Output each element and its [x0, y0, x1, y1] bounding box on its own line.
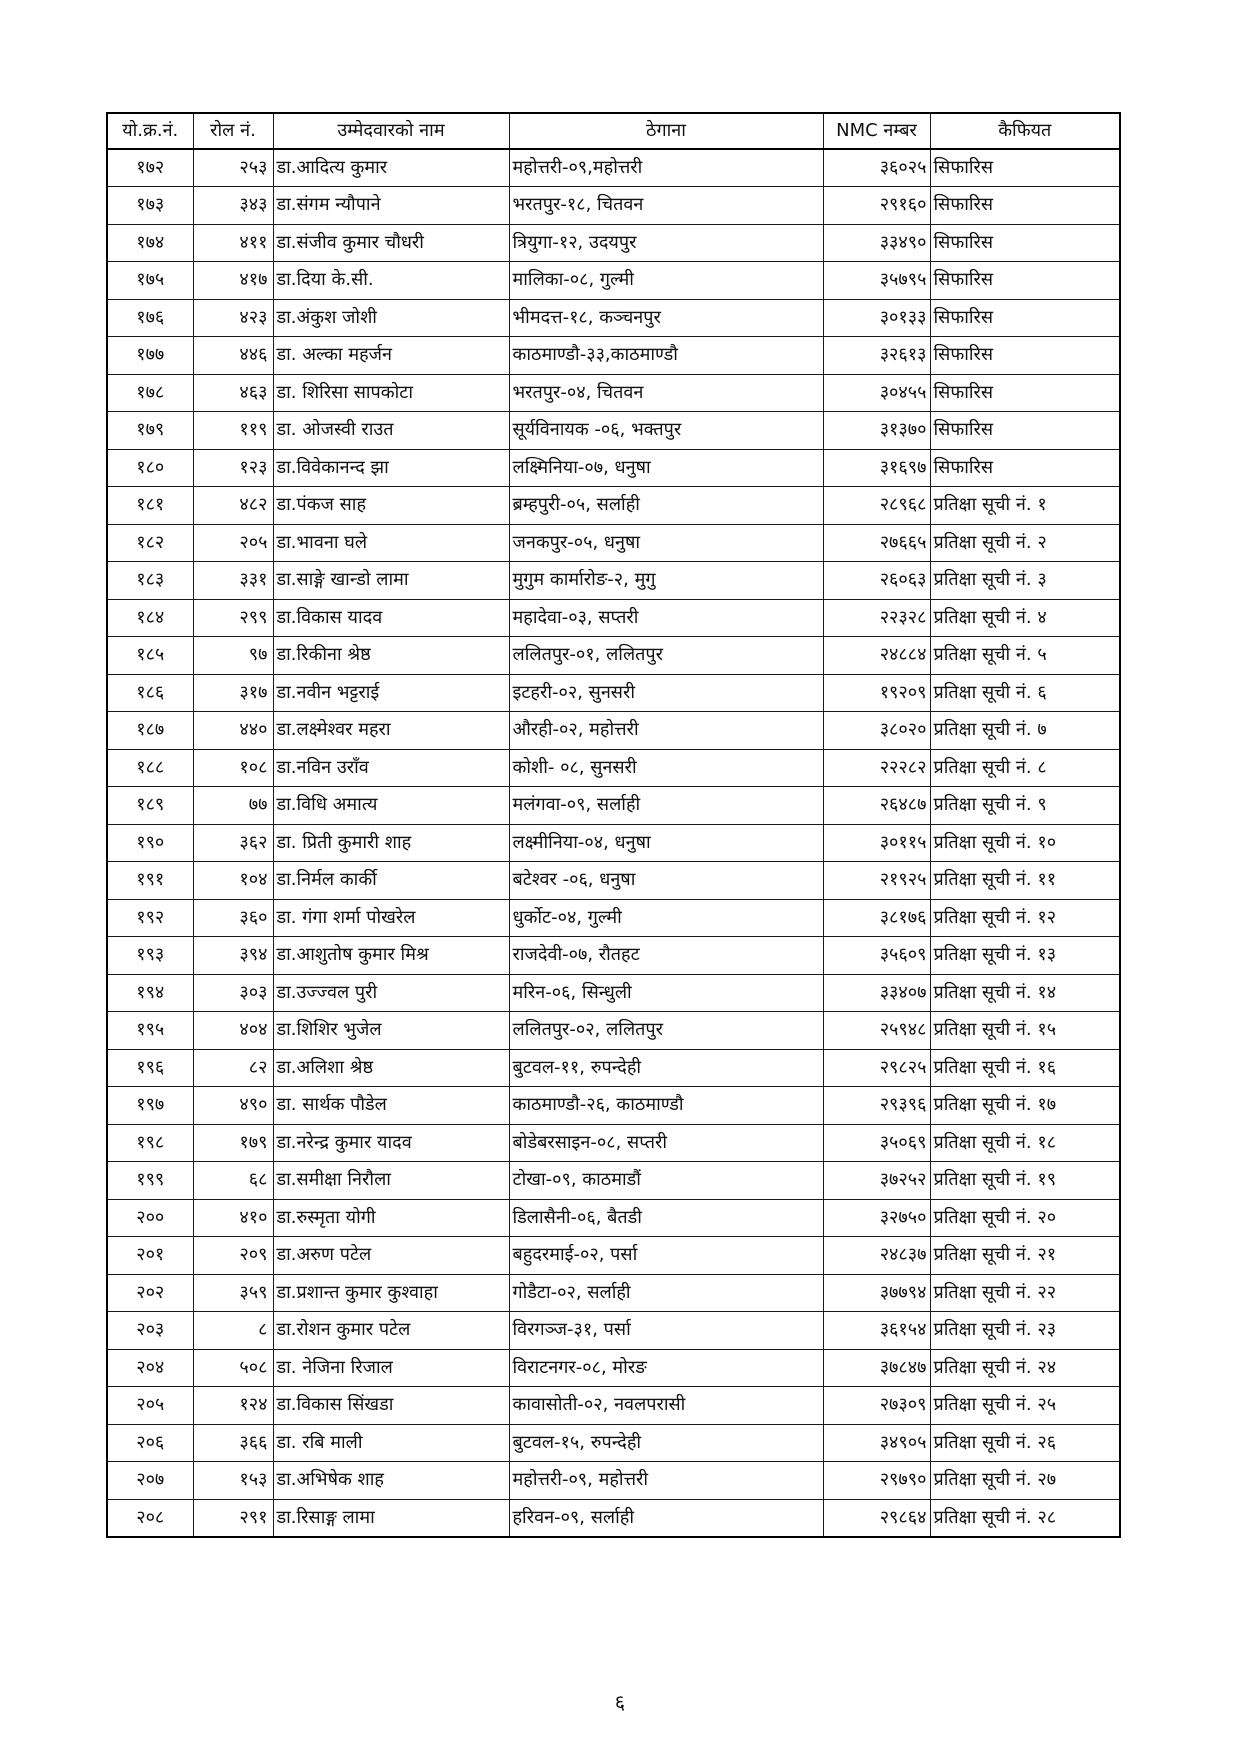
table-row: [107, 1274, 1120, 1312]
address-cell: महादेवा-०३, सप्तरी: [509, 599, 823, 637]
remarks-cell: प्रतिक्षा सूची नं. १६: [930, 1049, 1120, 1087]
serial-number-cell: १८८: [107, 749, 193, 787]
table-header: [107, 113, 1120, 149]
table-row: [107, 187, 1120, 225]
remarks-cell: प्रतिक्षा सूची नं. ९: [930, 787, 1120, 825]
address-cell: मुगुम कार्मारोङ-२, मुगु: [509, 562, 823, 600]
serial-number-cell: २०१: [107, 1237, 193, 1275]
roll-number-cell: ३५९: [193, 1274, 273, 1312]
address-cell: काठमाण्डौ-३३,काठमाण्डौ: [509, 337, 823, 375]
roll-number-cell: ३६२: [193, 824, 273, 862]
address-cell: मलंगवा-०९, सर्लाही: [509, 787, 823, 825]
remarks-cell: सिफारिस: [930, 337, 1120, 375]
header-address: ठेगाना: [509, 113, 823, 149]
nmc-number-cell: ३०४५५: [823, 374, 930, 412]
serial-number-cell: १८३: [107, 562, 193, 600]
address-cell: कोशी- ०८, सुनसरी: [509, 749, 823, 787]
address-cell: डिलासैनी-०६, बैतडी: [509, 1199, 823, 1237]
table-row: [107, 899, 1120, 937]
candidate-name-cell: डा. शिरिसा सापकोटा: [273, 374, 509, 412]
address-cell: महोत्तरी-०९,महोत्तरी: [509, 149, 823, 187]
remarks-cell: प्रतिक्षा सूची नं. २१: [930, 1237, 1120, 1275]
candidate-name-cell: डा.विकास सिंखडा: [273, 1387, 509, 1425]
serial-number-cell: १९७: [107, 1087, 193, 1125]
address-cell: इटहरी-०२, सुनसरी: [509, 674, 823, 712]
candidate-name-cell: डा.उज्ज्वल पुरी: [273, 974, 509, 1012]
nmc-number-cell: १९२०९: [823, 674, 930, 712]
table-row: [107, 937, 1120, 975]
nmc-number-cell: २४८३७: [823, 1237, 930, 1275]
roll-number-cell: ४०४: [193, 1012, 273, 1050]
table-row: [107, 974, 1120, 1012]
table-row: [107, 787, 1120, 825]
table-row: [107, 749, 1120, 787]
candidate-name-cell: डा. सार्थक पौडेल: [273, 1087, 509, 1125]
candidate-list-table: [106, 112, 1121, 1538]
roll-number-cell: १०८: [193, 749, 273, 787]
nmc-number-cell: २५९४८: [823, 1012, 930, 1050]
serial-number-cell: २०८: [107, 1499, 193, 1537]
address-cell: मालिका-०८, गुल्मी: [509, 262, 823, 300]
candidate-name-cell: डा. अल्का महर्जन: [273, 337, 509, 375]
table-row: [107, 1237, 1120, 1275]
candidate-name-cell: डा.अंकुश जोशी: [273, 299, 509, 337]
candidate-name-cell: डा.विकास यादव: [273, 599, 509, 637]
candidate-name-cell: डा.आशुतोष कुमार मिश्र: [273, 937, 509, 975]
nmc-number-cell: ३६१५४: [823, 1312, 930, 1350]
address-cell: ललितपुर-०१, ललितपुर: [509, 637, 823, 675]
remarks-cell: प्रतिक्षा सूची नं. १०: [930, 824, 1120, 862]
remarks-cell: प्रतिक्षा सूची नं. १८: [930, 1124, 1120, 1162]
remarks-cell: प्रतिक्षा सूची नं. ११: [930, 862, 1120, 900]
nmc-number-cell: ३५६०९: [823, 937, 930, 975]
roll-number-cell: २५३: [193, 149, 273, 187]
remarks-cell: सिफारिस: [930, 262, 1120, 300]
candidate-name-cell: डा.पंकज साह: [273, 487, 509, 525]
roll-number-cell: ५०८: [193, 1349, 273, 1387]
table-row: [107, 599, 1120, 637]
candidate-name-cell: डा. रबि माली: [273, 1424, 509, 1462]
candidate-name-cell: डा. नेजिना रिजाल: [273, 1349, 509, 1387]
remarks-cell: सिफारिस: [930, 412, 1120, 450]
remarks-cell: सिफारिस: [930, 187, 1120, 225]
roll-number-cell: ४९०: [193, 1087, 273, 1125]
candidate-name-cell: डा. ओजस्वी राउत: [273, 412, 509, 450]
candidate-name-cell: डा. गंगा शर्मा पोखरेल: [273, 899, 509, 937]
nmc-number-cell: २७३०९: [823, 1387, 930, 1425]
serial-number-cell: २०२: [107, 1274, 193, 1312]
address-cell: बटेश्वर -०६, धनुषा: [509, 862, 823, 900]
candidate-name-cell: डा.साङ्गे खान्डो लामा: [273, 562, 509, 600]
header-candidate-name: उम्मेदवारको नाम: [273, 113, 509, 149]
roll-number-cell: ११९: [193, 412, 273, 450]
table-row: [107, 262, 1120, 300]
nmc-number-cell: २९३९६: [823, 1087, 930, 1125]
address-cell: बुटवल-११, रुपन्देही: [509, 1049, 823, 1087]
serial-number-cell: १८१: [107, 487, 193, 525]
address-cell: कावासोती-०२, नवलपरासी: [509, 1387, 823, 1425]
serial-number-cell: २०५: [107, 1387, 193, 1425]
remarks-cell: प्रतिक्षा सूची नं. २०: [930, 1199, 1120, 1237]
table-row: [107, 149, 1120, 187]
nmc-number-cell: २८९६८: [823, 487, 930, 525]
remarks-cell: प्रतिक्षा सूची नं. १२: [930, 899, 1120, 937]
table-row: [107, 1499, 1120, 1537]
roll-number-cell: ४४०: [193, 712, 273, 750]
remarks-cell: प्रतिक्षा सूची नं. १७: [930, 1087, 1120, 1125]
header-roll-number: रोल नं.: [193, 113, 273, 149]
remarks-cell: सिफारिस: [930, 224, 1120, 262]
remarks-cell: सिफारिस: [930, 149, 1120, 187]
address-cell: बहुदरमाई-०२, पर्सा: [509, 1237, 823, 1275]
nmc-number-cell: २९८२५: [823, 1049, 930, 1087]
address-cell: लक्ष्मिनिया-०७, धनुषा: [509, 449, 823, 487]
nmc-number-cell: ३७७९४: [823, 1274, 930, 1312]
serial-number-cell: २०४: [107, 1349, 193, 1387]
table-row: [107, 487, 1120, 525]
address-cell: भरतपुर-१८, चितवन: [509, 187, 823, 225]
candidate-name-cell: डा.अलिशा श्रेष्ठ: [273, 1049, 509, 1087]
table-row: [107, 1424, 1120, 1462]
candidate-name-cell: डा.विधि अमात्य: [273, 787, 509, 825]
serial-number-cell: १८४: [107, 599, 193, 637]
candidate-name-cell: डा.भावना घले: [273, 524, 509, 562]
roll-number-cell: १२३: [193, 449, 273, 487]
candidate-name-cell: डा.रुस्मृता योगी: [273, 1199, 509, 1237]
roll-number-cell: ४४६: [193, 337, 273, 375]
roll-number-cell: ९७: [193, 637, 273, 675]
nmc-number-cell: ३५०६९: [823, 1124, 930, 1162]
candidate-name-cell: डा.नरेन्द्र कुमार यादव: [273, 1124, 509, 1162]
serial-number-cell: १९८: [107, 1124, 193, 1162]
roll-number-cell: ८: [193, 1312, 273, 1350]
candidate-name-cell: डा.रिकीना श्रेष्ठ: [273, 637, 509, 675]
candidate-name-cell: डा.दिया के.सी.: [273, 262, 509, 300]
serial-number-cell: १९२: [107, 899, 193, 937]
nmc-number-cell: ३७८४७: [823, 1349, 930, 1387]
address-cell: विरगञ्ज-३१, पर्सा: [509, 1312, 823, 1350]
table-row: [107, 824, 1120, 862]
roll-number-cell: २०५: [193, 524, 273, 562]
roll-number-cell: ७७: [193, 787, 273, 825]
header-row: [107, 113, 1120, 149]
serial-number-cell: १९३: [107, 937, 193, 975]
nmc-number-cell: २९८६४: [823, 1499, 930, 1537]
remarks-cell: प्रतिक्षा सूची नं. १५: [930, 1012, 1120, 1050]
address-cell: मरिन-०६, सिन्धुली: [509, 974, 823, 1012]
nmc-number-cell: ३०११५: [823, 824, 930, 862]
remarks-cell: प्रतिक्षा सूची नं. २५: [930, 1387, 1120, 1425]
serial-number-cell: १७५: [107, 262, 193, 300]
nmc-number-cell: ३३४९०: [823, 224, 930, 262]
serial-number-cell: २०३: [107, 1312, 193, 1350]
roll-number-cell: ८२: [193, 1049, 273, 1087]
remarks-cell: प्रतिक्षा सूची नं. ४: [930, 599, 1120, 637]
table-row: [107, 637, 1120, 675]
table-row: [107, 674, 1120, 712]
roll-number-cell: ३६६: [193, 1424, 273, 1462]
serial-number-cell: २००: [107, 1199, 193, 1237]
roll-number-cell: ३४३: [193, 187, 273, 225]
remarks-cell: प्रतिक्षा सूची नं. ५: [930, 637, 1120, 675]
roll-number-cell: ३३१: [193, 562, 273, 600]
table-row: [107, 449, 1120, 487]
roll-number-cell: ३६०: [193, 899, 273, 937]
candidate-name-cell: डा.प्रशान्त कुमार कुश्वाहा: [273, 1274, 509, 1312]
remarks-cell: प्रतिक्षा सूची नं. ६: [930, 674, 1120, 712]
table-row: [107, 1312, 1120, 1350]
table-row: [107, 562, 1120, 600]
remarks-cell: प्रतिक्षा सूची नं. ८: [930, 749, 1120, 787]
nmc-number-cell: २२२८२: [823, 749, 930, 787]
table-row: [107, 1124, 1120, 1162]
nmc-number-cell: ३४९०५: [823, 1424, 930, 1462]
candidate-name-cell: डा.संगम न्यौपाने: [273, 187, 509, 225]
address-cell: गोडैटा-०२, सर्लाही: [509, 1274, 823, 1312]
serial-number-cell: १७६: [107, 299, 193, 337]
serial-number-cell: १९९: [107, 1162, 193, 1200]
serial-number-cell: १७७: [107, 337, 193, 375]
nmc-number-cell: २९१६०: [823, 187, 930, 225]
candidate-name-cell: डा.संजीव कुमार चौधरी: [273, 224, 509, 262]
address-cell: लक्ष्मीनिया-०४, धनुषा: [509, 824, 823, 862]
table-row: [107, 337, 1120, 375]
serial-number-cell: १८९: [107, 787, 193, 825]
table-row: [107, 299, 1120, 337]
serial-number-cell: १८०: [107, 449, 193, 487]
roll-number-cell: ४१७: [193, 262, 273, 300]
nmc-number-cell: २२३२८: [823, 599, 930, 637]
remarks-cell: प्रतिक्षा सूची नं. १: [930, 487, 1120, 525]
serial-number-cell: २०६: [107, 1424, 193, 1462]
roll-number-cell: ३०३: [193, 974, 273, 1012]
nmc-number-cell: २९७९०: [823, 1462, 930, 1500]
remarks-cell: सिफारिस: [930, 449, 1120, 487]
address-cell: बोडेबरसाइन-०८, सप्तरी: [509, 1124, 823, 1162]
roll-number-cell: ४१०: [193, 1199, 273, 1237]
roll-number-cell: १०४: [193, 862, 273, 900]
table-row: [107, 524, 1120, 562]
nmc-number-cell: ३६०२५: [823, 149, 930, 187]
roll-number-cell: २९९: [193, 599, 273, 637]
roll-number-cell: ३९४: [193, 937, 273, 975]
address-cell: औरही-०२, महोत्तरी: [509, 712, 823, 750]
remarks-cell: प्रतिक्षा सूची नं. १४: [930, 974, 1120, 1012]
roll-number-cell: २०९: [193, 1237, 273, 1275]
roll-number-cell: ४८२: [193, 487, 273, 525]
candidate-name-cell: डा.शिशिर भुजेल: [273, 1012, 509, 1050]
table-row: [107, 862, 1120, 900]
nmc-number-cell: २७६६५: [823, 524, 930, 562]
roll-number-cell: २९१: [193, 1499, 273, 1537]
address-cell: भीमदत्त-१८, कञ्चनपुर: [509, 299, 823, 337]
serial-number-cell: १७८: [107, 374, 193, 412]
roll-number-cell: ४२३: [193, 299, 273, 337]
remarks-cell: प्रतिक्षा सूची नं. २६: [930, 1424, 1120, 1462]
candidate-name-cell: डा.नविन उराँव: [273, 749, 509, 787]
table-row: [107, 374, 1120, 412]
table-row: [107, 1087, 1120, 1125]
header-remarks: कैफियत: [930, 113, 1120, 149]
serial-number-cell: १८७: [107, 712, 193, 750]
header-nmc-number: NMC नम्बर: [823, 113, 930, 149]
serial-number-cell: १७९: [107, 412, 193, 450]
nmc-number-cell: ३२७५०: [823, 1199, 930, 1237]
serial-number-cell: १९६: [107, 1049, 193, 1087]
address-cell: सूर्यविनायक -०६, भक्तपुर: [509, 412, 823, 450]
table-row: [107, 1462, 1120, 1500]
serial-number-cell: १८६: [107, 674, 193, 712]
nmc-number-cell: ३२६१३: [823, 337, 930, 375]
address-cell: बुटवल-१५, रुपन्देही: [509, 1424, 823, 1462]
candidate-name-cell: डा.निर्मल कार्की: [273, 862, 509, 900]
serial-number-cell: १७३: [107, 187, 193, 225]
nmc-number-cell: ३५७९५: [823, 262, 930, 300]
address-cell: टोखा-०९, काठमाडौं: [509, 1162, 823, 1200]
candidate-name-cell: डा.लक्ष्मेश्वर महरा: [273, 712, 509, 750]
roll-number-cell: ६८: [193, 1162, 273, 1200]
roll-number-cell: १५३: [193, 1462, 273, 1500]
nmc-number-cell: २६०६३: [823, 562, 930, 600]
roll-number-cell: १२४: [193, 1387, 273, 1425]
table-row: [107, 224, 1120, 262]
nmc-number-cell: ३८१७६: [823, 899, 930, 937]
nmc-number-cell: ३०१३३: [823, 299, 930, 337]
table-row: [107, 1387, 1120, 1425]
remarks-cell: प्रतिक्षा सूची नं. २७: [930, 1462, 1120, 1500]
roll-number-cell: ४६३: [193, 374, 273, 412]
nmc-number-cell: ३१६९७: [823, 449, 930, 487]
serial-number-cell: १७४: [107, 224, 193, 262]
table-row: [107, 1049, 1120, 1087]
candidate-name-cell: डा.रोशन कुमार पटेल: [273, 1312, 509, 1350]
table-body: [107, 149, 1120, 1537]
table-row: [107, 1162, 1120, 1200]
serial-number-cell: १९४: [107, 974, 193, 1012]
serial-number-cell: २०७: [107, 1462, 193, 1500]
remarks-cell: सिफारिस: [930, 374, 1120, 412]
remarks-cell: सिफारिस: [930, 299, 1120, 337]
remarks-cell: प्रतिक्षा सूची नं. ७: [930, 712, 1120, 750]
candidate-name-cell: डा.अभिषेक शाह: [273, 1462, 509, 1500]
remarks-cell: प्रतिक्षा सूची नं. २: [930, 524, 1120, 562]
table-row: [107, 412, 1120, 450]
address-cell: भरतपुर-०४, चितवन: [509, 374, 823, 412]
serial-number-cell: १९१: [107, 862, 193, 900]
remarks-cell: प्रतिक्षा सूची नं. ३: [930, 562, 1120, 600]
nmc-number-cell: २६४८७: [823, 787, 930, 825]
address-cell: काठमाण्डौ-२६, काठमाण्डौ: [509, 1087, 823, 1125]
candidate-name-cell: डा.अरुण पटेल: [273, 1237, 509, 1275]
remarks-cell: प्रतिक्षा सूची नं. २४: [930, 1349, 1120, 1387]
address-cell: महोत्तरी-०९, महोत्तरी: [509, 1462, 823, 1500]
address-cell: हरिवन-०९, सर्लाही: [509, 1499, 823, 1537]
address-cell: राजदेवी-०७, रौतहट: [509, 937, 823, 975]
remarks-cell: प्रतिक्षा सूची नं. २२: [930, 1274, 1120, 1312]
nmc-number-cell: २४८८४: [823, 637, 930, 675]
header-serial-number: यो.क्र.नं.: [107, 113, 193, 149]
serial-number-cell: १८२: [107, 524, 193, 562]
address-cell: ब्रम्हपुरी-०५, सर्लाही: [509, 487, 823, 525]
nmc-number-cell: ३८०२०: [823, 712, 930, 750]
remarks-cell: प्रतिक्षा सूची नं. १३: [930, 937, 1120, 975]
table-row: [107, 712, 1120, 750]
address-cell: धुर्कोट-०४, गुल्मी: [509, 899, 823, 937]
nmc-number-cell: ३१३७०: [823, 412, 930, 450]
nmc-number-cell: २१९२५: [823, 862, 930, 900]
candidate-name-cell: डा.समीक्षा निरौला: [273, 1162, 509, 1200]
page-number: ६: [614, 1690, 626, 1714]
roll-number-cell: ३१७: [193, 674, 273, 712]
address-cell: जनकपुर-०५, धनुषा: [509, 524, 823, 562]
address-cell: त्रियुगा-१२, उदयपुर: [509, 224, 823, 262]
candidate-name-cell: डा.नवीन भट्टराई: [273, 674, 509, 712]
serial-number-cell: १९०: [107, 824, 193, 862]
table-row: [107, 1199, 1120, 1237]
roll-number-cell: १७९: [193, 1124, 273, 1162]
roll-number-cell: ४११: [193, 224, 273, 262]
table-row: [107, 1012, 1120, 1050]
remarks-cell: प्रतिक्षा सूची नं. १९: [930, 1162, 1120, 1200]
remarks-cell: प्रतिक्षा सूची नं. २३: [930, 1312, 1120, 1350]
candidate-name-cell: डा.रिसाङ्ग लामा: [273, 1499, 509, 1537]
nmc-number-cell: ३७२५२: [823, 1162, 930, 1200]
candidate-name-cell: डा.आदित्य कुमार: [273, 149, 509, 187]
serial-number-cell: १८५: [107, 637, 193, 675]
table-row: [107, 1349, 1120, 1387]
serial-number-cell: १९५: [107, 1012, 193, 1050]
address-cell: ललितपुर-०२, ललितपुर: [509, 1012, 823, 1050]
address-cell: विराटनगर-०८, मोरङ: [509, 1349, 823, 1387]
candidate-name-cell: डा.विवेकानन्द झा: [273, 449, 509, 487]
nmc-number-cell: ३३४०७: [823, 974, 930, 1012]
serial-number-cell: १७२: [107, 149, 193, 187]
candidate-name-cell: डा. प्रिती कुमारी शाह: [273, 824, 509, 862]
remarks-cell: प्रतिक्षा सूची नं. २८: [930, 1499, 1120, 1537]
